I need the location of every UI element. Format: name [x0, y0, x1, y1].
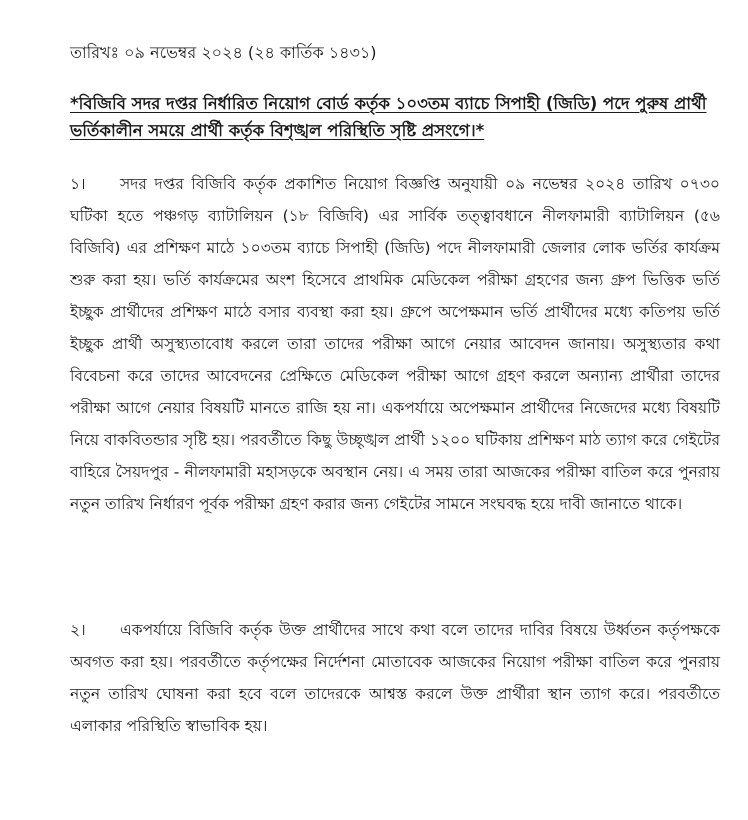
paragraph-2-text: একপর্যায়ে বিজিবি কর্তৃক উক্ত প্রার্থীদের সাথে কথা বলে তাদের দাবির বিষয়ে উর্ধ্বতন কর্তৃপক্ষকে অবগত করা হয়। পরবর্তীতে কর্তৃপক্ষের নির্দেশনা মোতাবেক আজকের নিয়োগ পরীক্ষা বাতিল করে পুনরায় নতুন তারিখ ঘোষনা করা হবে বলে তাদেরকে আশ্বস্ত করলে উক্ত প্রার্থীরা স্থান ত্যাগ করে। পরবর্তীতে এলাকার পরিস্থিতি স্বাভাবিক হয়।: [70, 621, 720, 735]
date-line: তারিখঃ ০৯ নভেম্বর ২০২৪ (২৪ কার্তিক ১৪৩১): [70, 43, 377, 62]
paragraph-1: [70, 168, 720, 520]
subject-heading: *বিজিবি সদর দপ্তর নির্ধারিত নিয়োগ বোর্ড কর্তৃক ১০৩তম ব্যাচে সিপাহী (জিডি) পদে পুরুষ প্রার্থী ভর্তিকালীন সময়ে প্রার্থী কর্তৃক বিশৃঙ্খল পরিস্থিতি সৃষ্টি প্রসংগে।*: [70, 94, 707, 140]
paragraph-2: [70, 614, 720, 742]
paragraph-1-text: সদর দপ্তর বিজিবি কর্তৃক প্রকাশিত নিয়োগ বিজ্ঞপ্তি অনুযায়ী ০৯ নভেম্বর ২০২৪ তারিখ ০৭৩০ ঘটিকা হতে পঞ্চগড় ব্যাটালিয়ন (১৮ বিজিবি) এর সার্বিক তত্ত্বাবধানে নীলফামারী ব্যাটালিয়ন (৫৬ বিজিবি) এর প্রশিক্ষণ মাঠে ১০৩তম ব্যাচে সিপাহী (জিডি) পদে নীলফামারী জেলার লোক ভর্তির কার্যক্রম শুরু করা হয়। ভর্তি কার্যক্রমের অংশ হিসেবে প্রাথমিক মেডিকেল পরীক্ষা গ্রহণের জন্য গ্রুপ ভিত্তিক ভর্তি ইচ্ছুক প্রার্থীদের প্রশিক্ষণ মাঠে বসার ব্যবস্থা করা হয়। গ্রুপে অপেক্ষমান ভর্তি প্রার্থীদের মধ্যে কতিপয় ভর্তি ইচ্ছুক প্রার্থী অসুস্থ্যতাবোধ করলে তারা তাদের পরীক্ষা আগে নেয়ার আবেদন জানায়। অসুস্থ্যতার কথা বিবেচনা করে তাদের আবেদনের প্রেক্ষিতে মেডিকেল পরীক্ষা আগে গ্রহণ করলে অন্যান্য প্রার্থীরা তাদের পরীক্ষা আগে নেয়ার বিষয়টি মানতে রাজি হয় না। একপর্যায়ে অপেক্ষমান প্রার্থীদের নিজেদের মধ্যে বিষয়টি নিয়ে বাকবিতন্ডার সৃষ্টি হয়। পরবর্তীতে কিছু উচ্ছৃঙ্খল প্রার্থী ১২০০ ঘটিকায় প্রশিক্ষণ মাঠ ত্যাগ করে গেইটের বাহিরে সৈয়দপুর - নীলফামারী মহাসড়কে অবস্থান নেয়। এ সময় তারা আজকের পরীক্ষা বাতিল করে পুনরায় নতুন তারিখ নির্ধারণ পূর্বক পরীক্ষা গ্রহণ করার জন্য গেইটের সামনে সংঘবদ্ধ হয়ে দাবী জানাতে থাকে।: [70, 175, 720, 513]
paragraph-1-number: ১।: [70, 175, 86, 193]
paragraph-2-number: ২।: [70, 621, 86, 639]
